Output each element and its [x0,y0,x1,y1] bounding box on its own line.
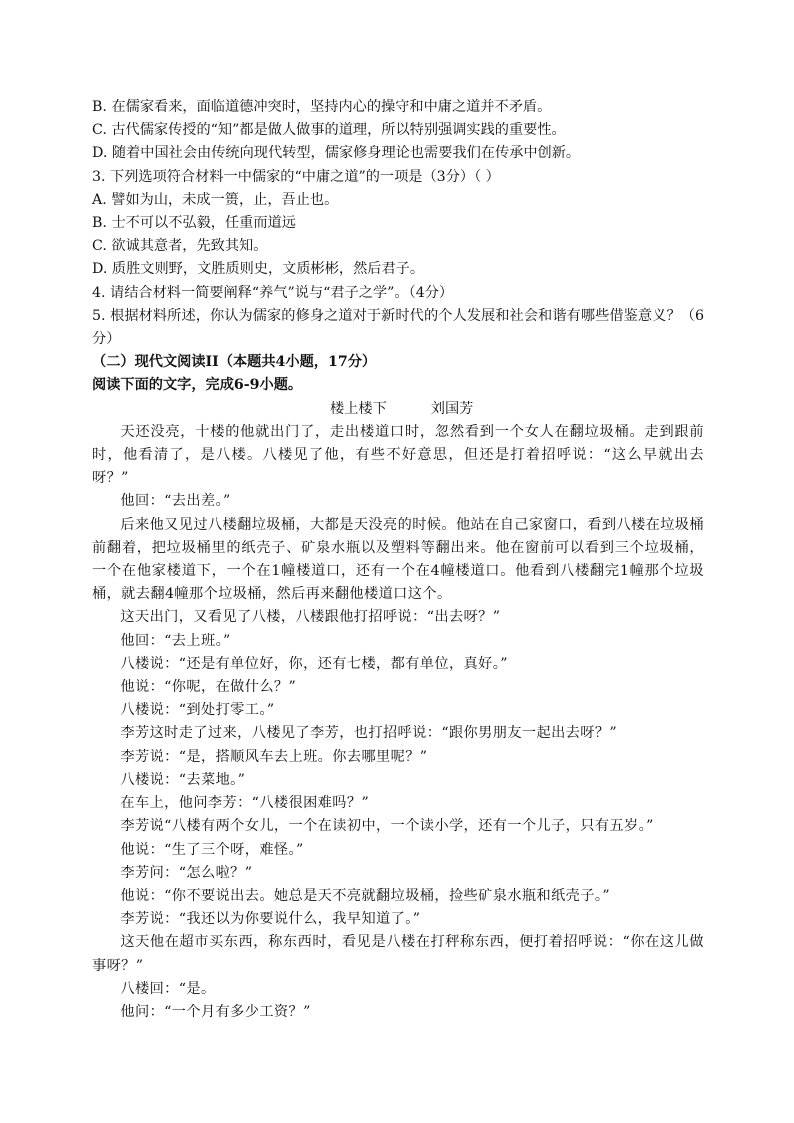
q3-option-c: C. 欲诚其意者，先致其知。 [92,238,268,255]
q3-option-a: A. 譬如为山，未成一篑，止，吾止也。 [92,191,339,208]
option-b-line: B. 在儒家看来，面临道德冲突时，坚持内心的操守和中庸之道并不矛盾。 [92,99,552,115]
story-paragraph: 他说：“你呢，在做什么？” [120,679,297,696]
story-paragraph: 八楼回：“是。 [120,980,216,997]
q3-option-b: B. 士不可以不弘毅，任重而道远 [92,215,296,232]
section-heading: （二）现代文阅读II（本题共4小题，17分） [92,354,377,371]
story-paragraph: 他回：“去出差。” [120,493,231,510]
question-3: 3. 下列选项符合材料一中儒家的“中庸之道”的一项是（3分）（ ） [92,168,500,185]
story-paragraph: 李芳这时走了过来，八楼见了李芳，也打招呼说：“跟你男朋友一起出去呀？” [120,725,618,742]
story-paragraph: 天还没亮，十楼的他就出门了，走出楼道口时，忽然看到一个女人在翻垃圾桶。走到跟前时，他看清了，是八楼。八楼见了他，有些不好意思，但还是打着招呼说：“这么早就出去呀？” [92,423,704,487]
story-paragraph: 八楼说：“还是有单位好，你，还有七楼，都有单位，真好。” [120,655,508,672]
story-paragraph: 他问：“一个月有多少工资？” [120,1003,311,1020]
story-title: 楼上楼下 [330,400,387,417]
story-paragraph: 这天出门，又看见了八楼，八楼跟他打招呼说：“出去呀？” [120,609,501,626]
story-paragraph: 李芳说：“是，搭顺风车去上班。你去哪里呢？” [120,748,428,765]
story-paragraph: 李芳说“八楼有两个女儿，一个在读初中，一个读小学，还有一个儿子，只有五岁。” [120,818,654,835]
reading-instruction: 阅读下面的文字，完成6-9小题。 [92,377,303,394]
page-content [92,96,704,1024]
story-paragraph: 后来他又见过八楼翻垃圾桶，大都是天没亮的时候。他站在自己家窗口，看到八楼在垃圾桶前翻着，把垃圾桶里的纸壳子、矿泉水瓶以及塑料等翻出来。他在窗前可以看到三个垃圾桶，一个在他家楼道下，一个在1幢楼道口，还有一个在4幢楼道口。他看到八楼翻完1幢那个垃圾桶，就去翻4幢那个垃圾桶，然后再来翻他楼道口这个。 [92,516,704,603]
story-paragraph: 李芳问：“怎么啦？” [120,864,253,881]
question-5: 5. 根据材料所述，你认为儒家的修身之道对于新时代的个人发展和社会和谐有哪些借鉴意义？（6分） [92,307,704,348]
story-paragraph: 他说：“你不要说出去。她总是天不亮就翻垃圾桶，捡些矿泉水瓶和纸壳子。” [120,887,610,904]
story-paragraph: 在车上，他问李芳：“八楼很困难吗？” [120,795,370,812]
story-paragraph: 他说：“生了三个呀，难怪。” [120,841,304,858]
option-c-line: C. 古代儒家传授的“知”都是做人做事的道理，所以特别强调实践的重要性。 [92,122,566,139]
story-paragraph: 八楼说：“到处打零工。” [120,702,275,719]
story-paragraph: 八楼说：“去菜地。” [120,771,246,788]
question-4: 4. 请结合材料一简要阐释“养气”说与“君子之学”。（4分） [92,284,454,301]
story-author: 刘国芳 [430,400,474,417]
story-paragraph: 李芳说：“我还以为你要说什么，我早知道了。” [120,911,421,928]
story-paragraph: 这天他在超市买东西，称东西时，看见是八楼在打秤称东西，便打着招呼说：“你在这儿做事呀？” [92,934,704,974]
option-d-line: D. 随着中国社会由传统向现代转型，儒家修身理论也需要我们在传承中创新。 [92,145,581,162]
story-paragraph: 他回：“去上班。” [120,632,231,649]
q3-option-d: D. 质胜文则野，文胜质则史，文质彬彬，然后君子。 [92,261,425,278]
story-title-line [92,398,704,421]
